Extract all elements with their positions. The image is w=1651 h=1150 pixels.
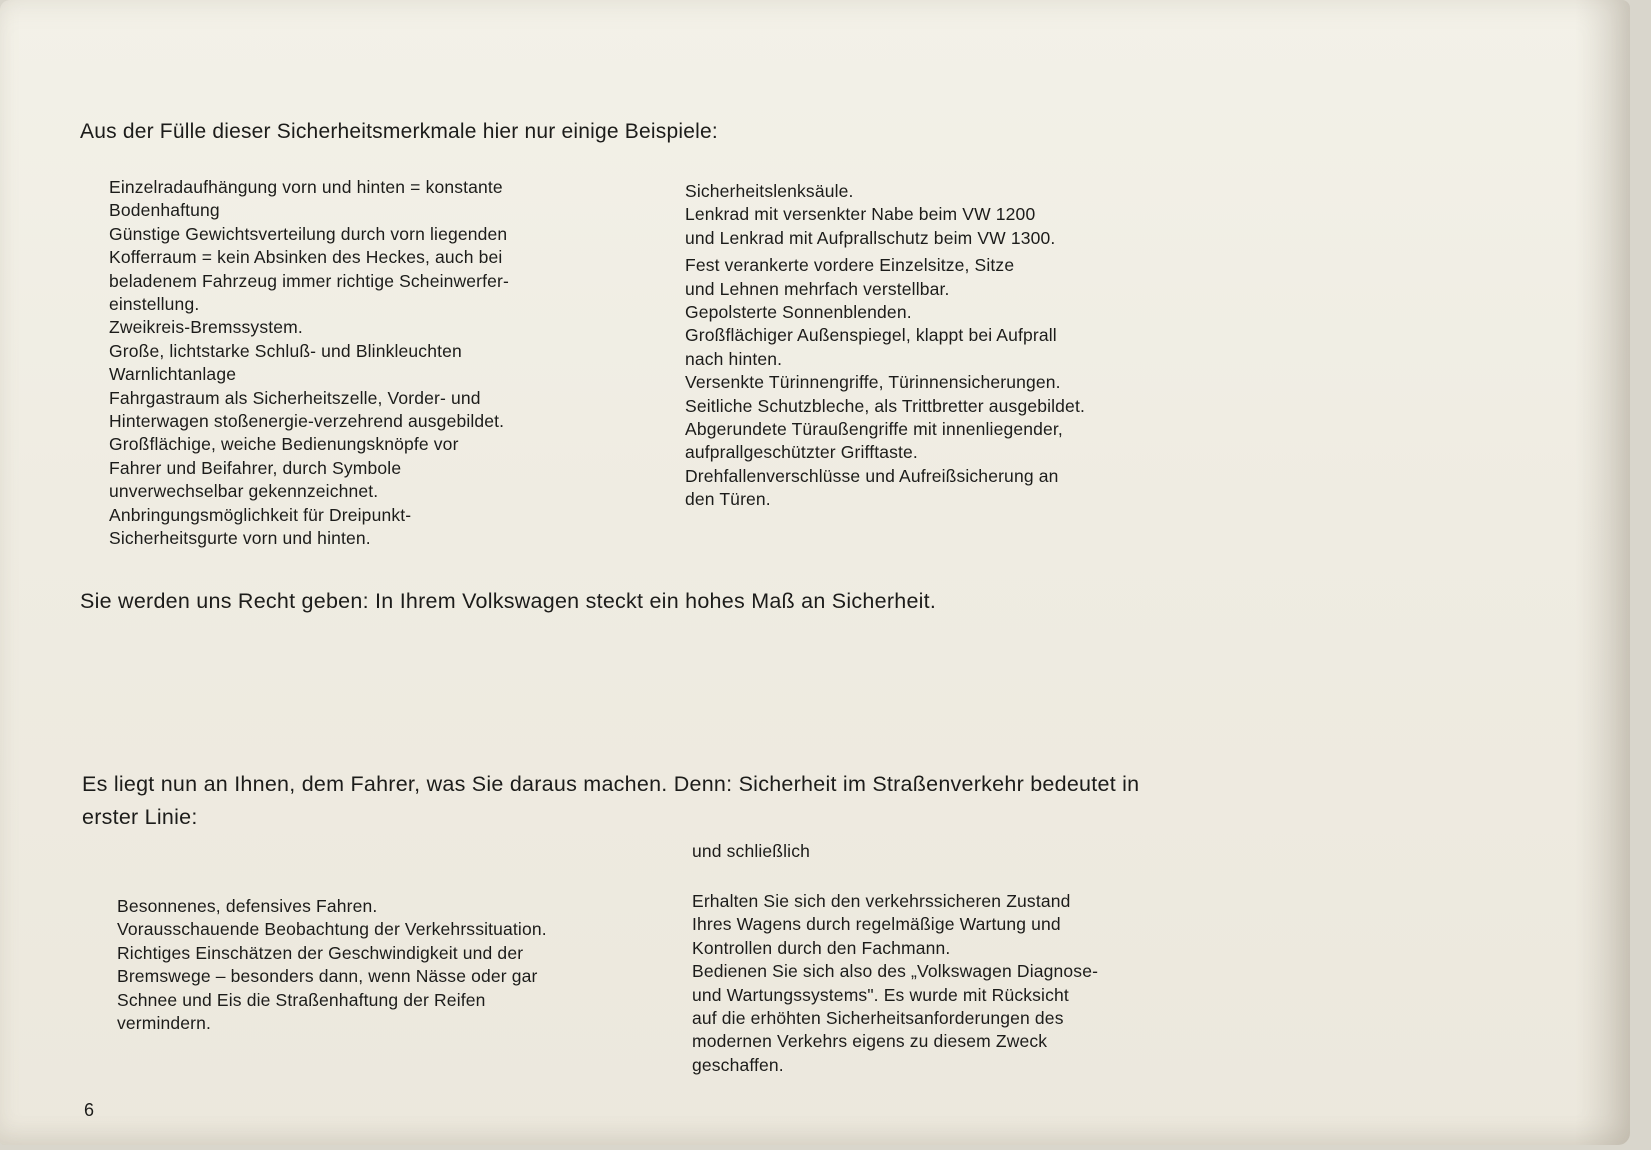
list-item: Sicherheitslenksäule.: [685, 181, 854, 201]
list-item: und Lenkrad mit Aufprallschutz beim VW 1300.: [685, 227, 1056, 248]
safety-features-right-list: [685, 180, 1205, 512]
list-item: nach hinten.: [685, 348, 783, 369]
driver-heading: Es liegt nun an Ihnen, dem Fahrer, was Sie daraus machen. Denn: Sicherheit im Straßenverkehr bedeutet in erster Linie:: [82, 772, 1140, 829]
list-item: modernen Verkehrs eigens zu diesem Zweck: [692, 1031, 1048, 1052]
list-item: beladenem Fahrzeug immer richtige Scheinwerfer-: [109, 270, 509, 291]
und-schliesslich-label: und schließlich: [692, 841, 810, 861]
list-item: Seitliche Schutzbleche, als Trittbretter ausgebildet.: [685, 395, 1085, 416]
list-item: Einzelradaufhängung vorn und hinten = konstante: [109, 177, 503, 197]
list-item: Erhalten Sie sich den verkehrssicheren Zustand: [692, 891, 1071, 911]
list-item: auf die erhöhten Sicherheitsanforderungen des: [692, 1008, 1064, 1029]
list-item: und Lehnen mehrfach verstellbar.: [685, 278, 950, 299]
conclusion-text: Sie werden uns Recht geben: In Ihrem Volkswagen steckt ein hohes Maß an Sicherheit.: [80, 589, 937, 613]
list-item: einstellung.: [109, 294, 200, 315]
list-item: den Türen.: [685, 489, 771, 510]
list-item: Kontrollen durch den Fachmann.: [692, 937, 951, 958]
list-item: vermindern.: [117, 1013, 212, 1034]
list-item: Günstige Gewichtsverteilung durch vorn liegenden: [109, 223, 508, 244]
list-item: Richtiges Einschätzen der Geschwindigkeit und der: [117, 942, 524, 963]
list-item: Fahrgastraum als Sicherheitszelle, Vorder- und: [109, 387, 481, 408]
list-item: Zweikreis-Bremssystem.: [109, 317, 303, 338]
maintenance-advice-list: [692, 890, 1192, 1077]
list-item: unverwechselbar gekennzeichnet.: [109, 481, 379, 502]
list-item: Warnlichtanlage: [109, 364, 237, 385]
list-item: Abgerundete Türaußengriffe mit innenliegender,: [685, 419, 1063, 440]
list-item: Anbringungsmöglichkeit für Dreipunkt-: [109, 504, 412, 525]
list-item: Besonnenes, defensives Fahren.: [117, 896, 378, 916]
list-item: Fahrer und Beifahrer, durch Symbole: [109, 457, 402, 478]
list-item: Fest verankerte vordere Einzelsitze, Sitze: [685, 255, 1015, 276]
list-item: Lenkrad mit versenkter Nabe beim VW 1200: [685, 204, 1036, 225]
list-item: Sicherheitsgurte vorn und hinten.: [109, 528, 371, 549]
page-number: 6: [84, 1100, 95, 1120]
list-item: Drehfallenverschlüsse und Aufreißsicherung an: [685, 465, 1059, 486]
list-item: Großflächiger Außenspiegel, klappt bei Aufprall: [685, 325, 1057, 346]
list-item: Große, lichtstarke Schluß- und Blinkleuchten: [109, 340, 462, 361]
driving-advice-list: [117, 895, 677, 1035]
list-item: Bremswege – besonders dann, wenn Nässe oder gar: [117, 966, 538, 987]
list-item: Kofferraum = kein Absinken des Heckes, auch bei: [109, 247, 503, 268]
list-item: Ihres Wagens durch regelmäßige Wartung und: [692, 914, 1061, 935]
list-item: Schnee und Eis die Straßenhaftung der Reifen: [117, 989, 486, 1010]
list-item: aufprallgeschützter Grifftaste.: [685, 442, 918, 463]
list-item: Bodenhaftung: [109, 200, 220, 221]
list-item: geschaffen.: [692, 1054, 784, 1075]
list-item: Bedienen Sie sich also des „Volkswagen Diagnose-: [692, 961, 1099, 982]
list-item: Großflächige, weiche Bedienungsknöpfe vor: [109, 434, 459, 455]
list-item: Gepolsterte Sonnenblenden.: [685, 302, 912, 323]
list-item: Vorausschauende Beobachtung der Verkehrssituation.: [117, 919, 547, 940]
list-item: Hinterwagen stoßenergie-verzehrend ausgebildet.: [109, 411, 505, 432]
list-item: Versenkte Türinnengriffe, Türinnensicherungen.: [685, 372, 1061, 393]
list-item: und Wartungssystems". Es wurde mit Rücksicht: [692, 984, 1069, 1005]
safety-features-left-list: [109, 176, 629, 551]
intro-text: Aus der Fülle dieser Sicherheitsmerkmale hier nur einige Beispiele:: [80, 120, 718, 143]
